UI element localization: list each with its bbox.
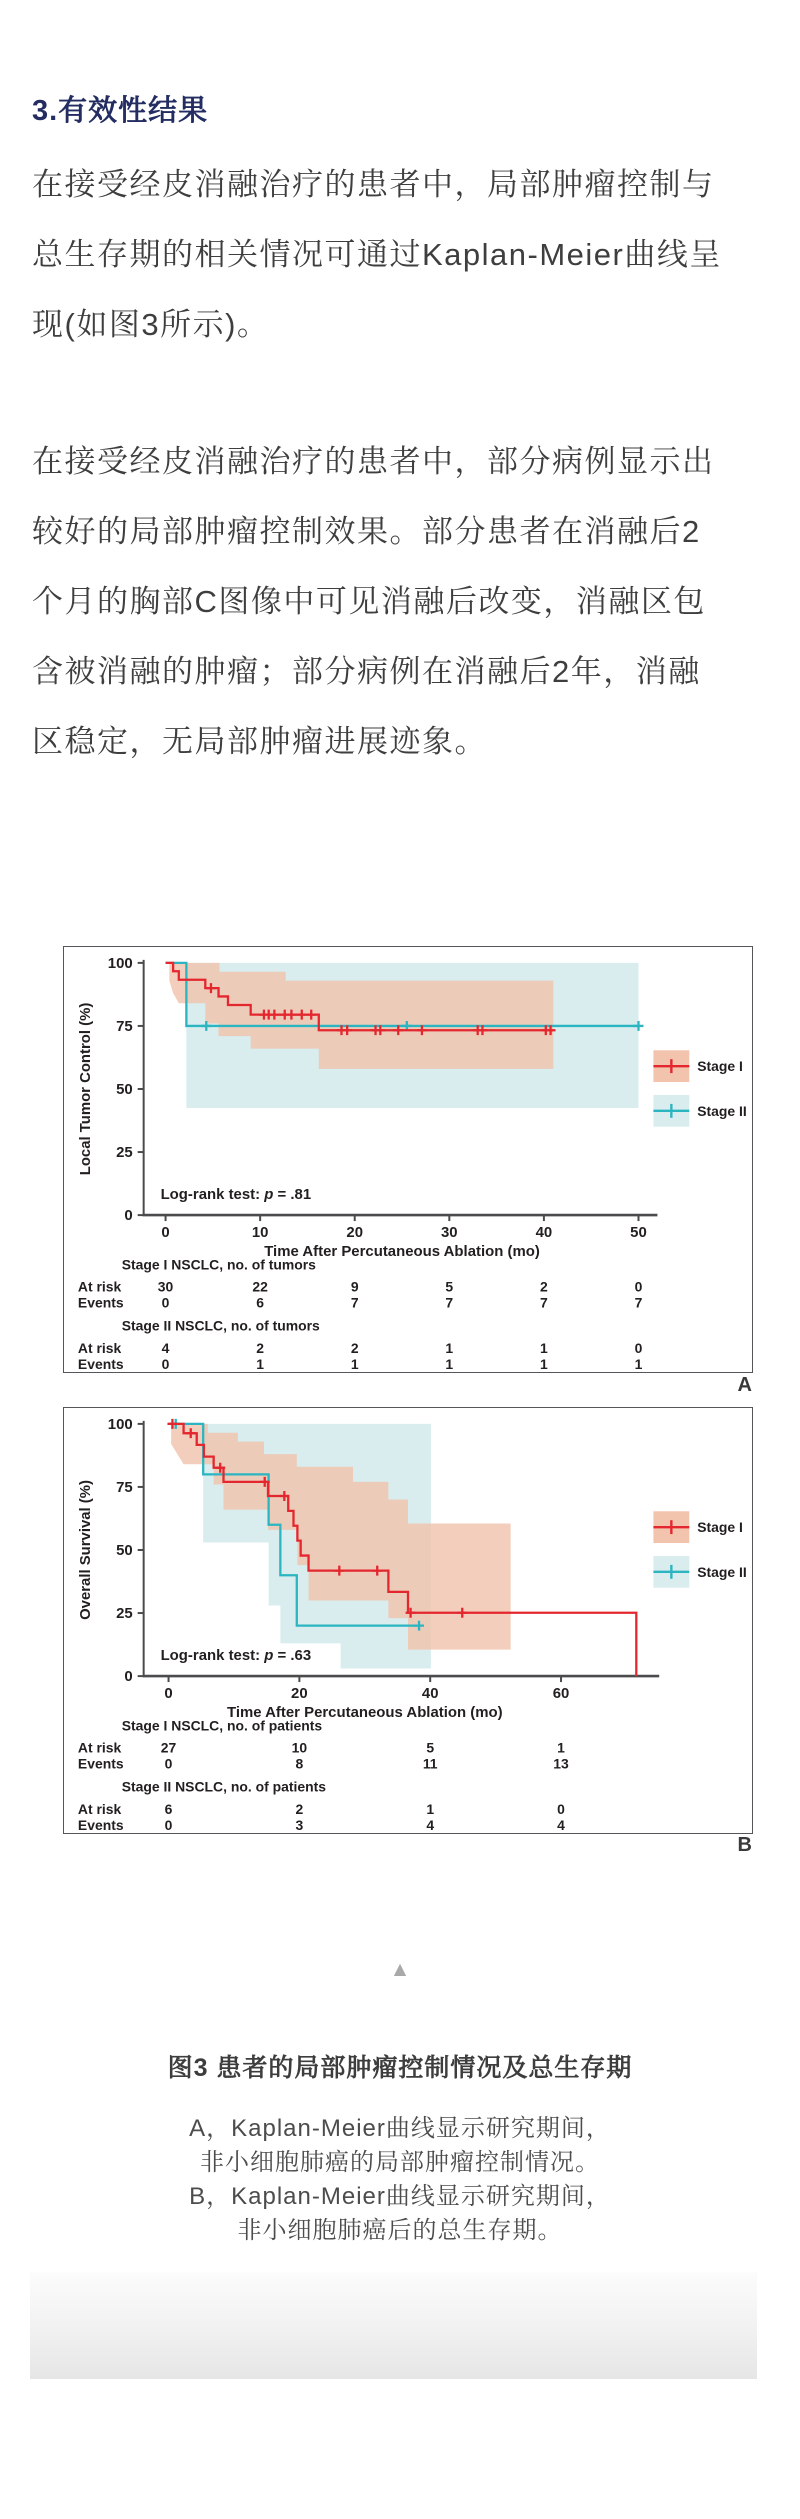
- panel-label-b: B: [737, 1834, 752, 1856]
- logrank-annotation: Log-rank test: p = .81: [160, 1187, 312, 1204]
- x-axis-label: Time After Percutaneous Ablation (mo): [264, 1243, 540, 1260]
- km-chart-local-tumor-control: [64, 947, 751, 1371]
- risk-value: 0: [161, 1356, 170, 1371]
- text-line: 现(如图3所示)。: [32, 307, 270, 342]
- paragraph-1: [32, 150, 762, 360]
- svg-text:50: 50: [630, 1224, 647, 1241]
- risk-value: 1: [634, 1356, 643, 1371]
- text-line: 区稳定，无局部肿瘤进展迹象。: [32, 724, 487, 759]
- risk-value: 8: [295, 1755, 304, 1772]
- svg-text:75: 75: [116, 1018, 133, 1035]
- risk-value: 13: [553, 1755, 569, 1772]
- svg-text:60: 60: [552, 1685, 570, 1702]
- text-line: 非小细胞肺癌后的总生存期。: [237, 2217, 563, 2244]
- svg-text:40: 40: [535, 1224, 553, 1241]
- logrank-annotation: Log-rank test: p = .63: [160, 1648, 312, 1665]
- risk-row-label: At risk: [77, 1801, 122, 1818]
- text-line: 在接受经皮消融治疗的患者中，部分病例显示出: [32, 444, 715, 479]
- svg-text:50: 50: [116, 1542, 133, 1559]
- svg-text:0: 0: [164, 1685, 173, 1702]
- risk-value: 4: [426, 1817, 435, 1832]
- risk-row-label: Events: [77, 1294, 124, 1311]
- risk-value: 6: [164, 1801, 173, 1818]
- page-title: 3.有效性结果: [32, 95, 209, 127]
- svg-text:40: 40: [421, 1685, 439, 1702]
- risk-row-label: At risk: [77, 1278, 122, 1295]
- svg-text:100: 100: [107, 955, 133, 972]
- risk-row-label: Events: [77, 1755, 124, 1772]
- svg-text:10: 10: [251, 1224, 269, 1241]
- risk-value: 5: [445, 1278, 454, 1295]
- risk-value: 1: [350, 1356, 359, 1371]
- legend-label: Stage II: [697, 1102, 747, 1119]
- risk-table: [78, 1257, 643, 1371]
- risk-table-header: Stage I NSCLC, no. of patients: [121, 1717, 323, 1734]
- figure-panel-a: [63, 946, 753, 1373]
- figure-caption: [0, 2112, 800, 2248]
- text-line: 非小细胞肺癌的局部肿瘤控制情况。: [200, 2149, 600, 2176]
- svg-text:75: 75: [116, 1479, 133, 1496]
- svg-text:0: 0: [124, 1669, 133, 1686]
- panel-label-a: A: [737, 1374, 752, 1396]
- risk-value: 0: [634, 1278, 643, 1295]
- svg-text:20: 20: [346, 1224, 364, 1241]
- text-line: 在接受经皮消融治疗的患者中，局部肿瘤控制与: [32, 167, 715, 202]
- risk-value: 9: [350, 1278, 359, 1295]
- risk-value: 7: [445, 1294, 454, 1311]
- risk-value: 2: [256, 1340, 265, 1357]
- svg-text:0: 0: [161, 1224, 170, 1241]
- text-line: 总生存期的相关情况可通过Kaplan-Meier曲线呈: [32, 237, 722, 272]
- risk-table: [78, 1718, 569, 1832]
- risk-table-header: Stage I NSCLC, no. of tumors: [121, 1256, 316, 1273]
- risk-value: 1: [540, 1340, 548, 1357]
- svg-text:25: 25: [116, 1606, 133, 1623]
- svg-text:20: 20: [291, 1685, 308, 1702]
- x-axis-label: Time After Percutaneous Ablation (mo): [226, 1704, 503, 1721]
- risk-value: 6: [256, 1294, 265, 1311]
- risk-value: 2: [350, 1340, 359, 1357]
- risk-value: 0: [161, 1294, 170, 1311]
- risk-value: 0: [164, 1755, 173, 1772]
- risk-value: 27: [160, 1739, 177, 1756]
- risk-value: 22: [252, 1278, 268, 1295]
- risk-value: 11: [422, 1755, 438, 1772]
- risk-value: 7: [634, 1294, 643, 1311]
- risk-value: 5: [426, 1739, 435, 1756]
- text-line: B，Kaplan-Meier曲线显示研究期间，: [189, 2183, 611, 2210]
- risk-value: 2: [295, 1801, 304, 1818]
- risk-value: 2: [540, 1278, 548, 1295]
- risk-value: 0: [164, 1817, 173, 1832]
- bottom-fade: [30, 2272, 757, 2379]
- risk-table-header: Stage II NSCLC, no. of patients: [121, 1778, 327, 1795]
- legend-label: Stage I: [697, 1519, 743, 1536]
- risk-value: 0: [634, 1340, 643, 1357]
- risk-value: 0: [557, 1801, 565, 1818]
- km-chart-overall-survival: [64, 1408, 751, 1832]
- risk-value: 7: [540, 1294, 548, 1311]
- svg-text:50: 50: [116, 1081, 133, 1098]
- text-line: 个月的胸部C图像中可见消融后改变，消融区包: [32, 584, 706, 619]
- figure-panel-b: [63, 1407, 753, 1834]
- risk-value: 1: [557, 1739, 565, 1756]
- y-axis-label: Overall Survival (%): [77, 1480, 94, 1620]
- risk-row-label: At risk: [77, 1739, 122, 1756]
- risk-row-label: Events: [77, 1356, 124, 1371]
- y-axis-label: Local Tumor Control (%): [77, 1002, 94, 1176]
- risk-value: 1: [445, 1356, 454, 1371]
- risk-value: 1: [445, 1340, 454, 1357]
- svg-text:30: 30: [441, 1224, 458, 1241]
- figure-caption-title: 图3 患者的局部肿瘤控制情况及总生存期: [167, 2054, 633, 2082]
- legend-label: Stage I: [697, 1058, 743, 1075]
- risk-value: 10: [291, 1739, 308, 1756]
- risk-value: 3: [295, 1817, 304, 1832]
- svg-text:100: 100: [107, 1416, 133, 1433]
- text-line: 较好的局部肿瘤控制效果。部分患者在消融后2: [32, 514, 701, 549]
- text-line: A，Kaplan-Meier曲线显示研究期间，: [189, 2115, 611, 2142]
- risk-row-label: At risk: [77, 1340, 122, 1357]
- text-line: 含被消融的肿瘤；部分病例在消融后2年，消融: [32, 654, 701, 689]
- legend-label: Stage II: [697, 1563, 747, 1580]
- collapse-triangle-icon[interactable]: ▲: [389, 1958, 411, 1981]
- risk-value: 1: [426, 1801, 435, 1818]
- risk-value: 30: [157, 1278, 174, 1295]
- risk-value: 4: [557, 1817, 565, 1832]
- svg-text:0: 0: [124, 1208, 133, 1225]
- risk-value: 1: [540, 1356, 548, 1371]
- risk-table-header: Stage II NSCLC, no. of tumors: [121, 1317, 320, 1334]
- risk-row-label: Events: [77, 1817, 124, 1832]
- risk-value: 4: [161, 1340, 170, 1357]
- risk-value: 1: [256, 1356, 265, 1371]
- risk-value: 7: [350, 1294, 359, 1311]
- svg-text:25: 25: [116, 1145, 133, 1162]
- paragraph-2: [32, 427, 762, 777]
